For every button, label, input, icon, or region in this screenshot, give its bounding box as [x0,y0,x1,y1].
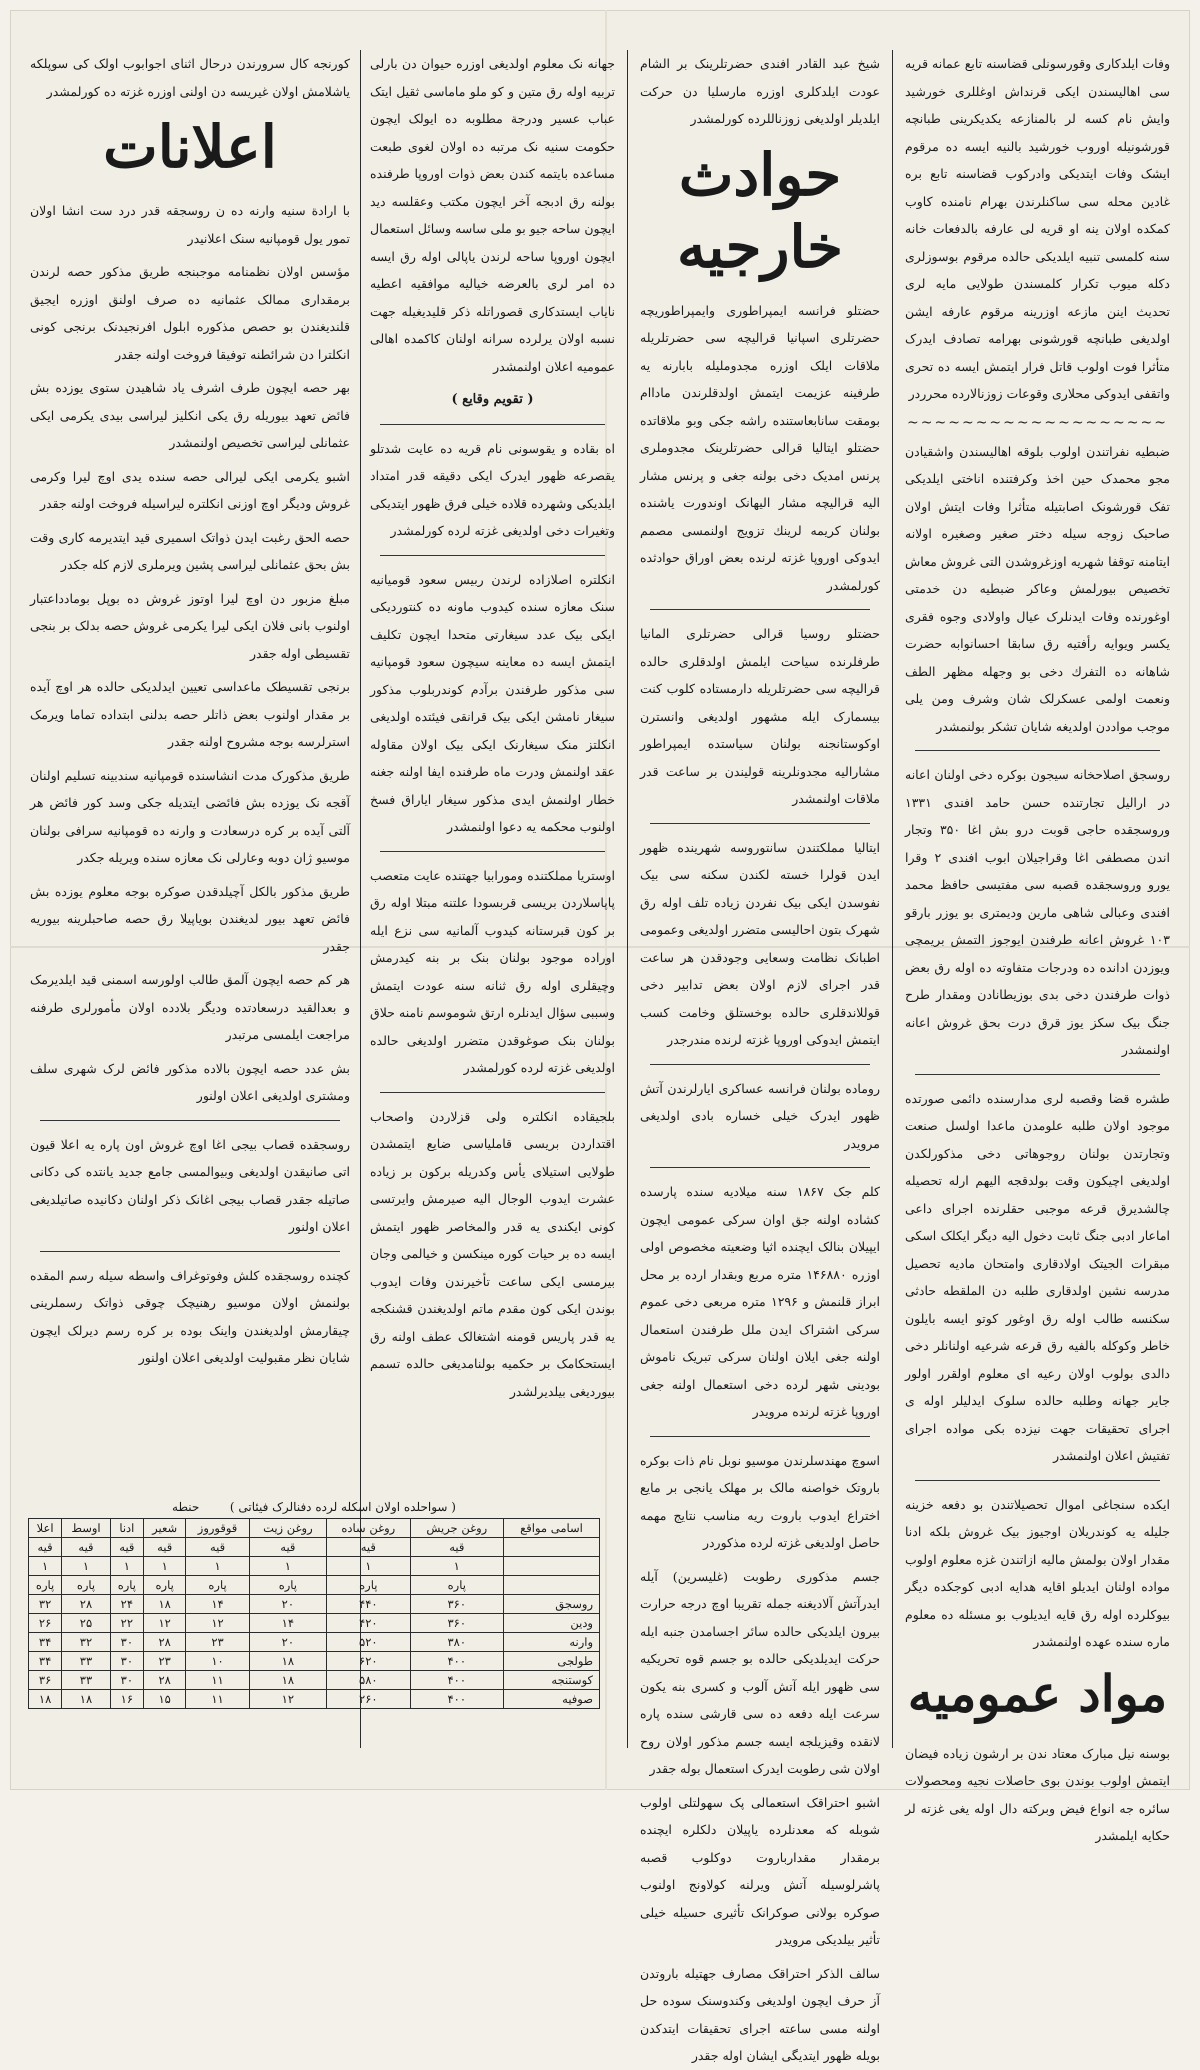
table-header-cell: ۱ [110,1557,143,1576]
table-row [29,1652,600,1671]
table-cell-price: ۵۲۰ [327,1633,410,1652]
source-label: ( تقویم وقایع ) [451,392,534,407]
section-divider [40,1251,340,1252]
article-paragraph: مؤسس اولان نظمنامه موجبنجه طریق مذکور حصه لرندن برمقداری ممالک عثمانیه ده صرف اولنق اوزره ایجیق قلندیغندن بو حصص مذکوره ابلول افرنجیدنک برنجی کونی انکلترا دن شرائطنه توفیقا فروخت اولنه جقدر [30,264,350,362]
column-3 [370,50,615,1490]
table-cell-price: ۳۲ [29,1595,62,1614]
article-paragraph: انکلتره اصلازاده لرندن ربیس سعود قومیانیه سنک معازه سنده کیدوب ماونه ده کنتوردیکی ایکی بیک عدد سیغارتی متحدا ایچون تکلیف ایتمش ایسه ده معاینه سیچون سعود قومپانیه سی مذکور طرفندن برآدم کوندربلوب مذکور سیغار نامشن ایکی بیک قرانقی فیئتده اولدیغی انکلتز منک سیغارنک ایکی بیک اولان مقاوله عقد اولنمش ودرت ماه طرفنده ایفا اولنه جغنه خطار اولنمش ایدی مذکور سیغار ایاراق فسخ اولنوب محکمه یه دعوا اولنمشدر [370,571,615,834]
table-cell-price: ۲۴ [110,1595,143,1614]
table-header-location [504,1557,600,1576]
column-rule [360,50,361,1748]
article-paragraph: اسوچ مهندسلرندن موسیو نوبل نام ذات بوکره باروتک خواصنه مالک بر مهلک یانجی بر مایع اختراع ایدوب باروت ریه مناسب نتایج مهمه حاصل اولدیغی غزته لرده مذکوردر [640,1452,880,1550]
article-paragraph: شیخ عبد القادر افندی حضرتلرینک بر الشام عودت ایلدکلری اوزره مارسلیا دن حرکت ایلدیلر اولدیغی زوزناللرده کورلمشدر [640,56,880,126]
article-paragraph: ایتالیا مملکتندن سانتوروسه شهرینده ظهور ایدن قولرا خسته لکندن سکنه سی بیک نفوسدن ایکی بیک نفردن زیاده تلف اوله رق شهرک بتون احالیسی متضرر اولدیغی وعمومی اطبانک نظامت وسعایی وجودقدن هر ساعت قدر اجرای لازم اولان بعض تدابیر دخی قوللاندقلری حالده بوخستلق وخامت کسب ایتمش ایدوکی اوروپا غزته لرنده مندرجدر [640,839,880,1047]
table-cell-price: ۲۰ [249,1633,326,1652]
article-paragraph: روماده بولنان فرانسه عساکری ایارلرندن آتش ظهور ایدرک خیلی خساره بادی اولدیغی مرویدر [640,1080,880,1151]
article-paragraph: حضتلو روسیا قرالی حضرتلری المانیا طرفلرنده سیاحت ایلمش اولدقلری حالده قرالیچه سی حضرتلریله دارمستاده کلوب کنت بیسمارک ایله مشهور اولدیغی وانسترن اوکوستانجنه بولنان سیاستده ایمپراطور مشارالیه مجدونلرینه قولیندن بر ساعت قدر ملاقات اولنمشدر [640,626,880,806]
column-1 [905,50,1171,1843]
table-cell-price: ۱۲ [249,1690,326,1709]
article-paragraph: اه بقاده و یقوسونی نام قریه ده عایت شدتلو یقصرعه ظهور ایدرک ایکی دقیقه قدر امتداد ایلدیکی وشهرده قلاده خیلی فرق ظهور ایتدیکی وتغیرات دخی اولدیغی غزته لرده کورلمشدر [370,440,615,538]
table-cell-price: ۳۴ [29,1633,62,1652]
table-header-location: اسامی مواقع [504,1519,600,1538]
article-paragraph: اوستریا مملکتنده ومورابیا جهتنده عایت متعصب پاپاسلاردن بریسی قربسودا علتنه مبتلا اوله رق بر کون قبرستانه کیدوب آلمانیه سی نزع ایله اوراده موجود بولنان بنک بر بنه کیدرمش وچیقلری اوله رق ثنانه سنه عودت ایتمش وسببی سؤال ایدنلره ارتق شوموسم نامنه حلاق بولنان بنک صوغوقدن متضرر اولدیغی حالده اولدیغی غزته لرده کورلمشدر [370,867,615,1075]
table-cell-location: روسجق [504,1595,600,1614]
table-cell-price: ۳۲ [62,1633,111,1652]
article-paragraph: مبلغ مزبور دن اوچ لیرا اوتوز غروش ده بوپل بومادداعتبار اولنوب بانی فلان ایکی لیرا یکرمی غروش حصه بدلک بر بنجی تقسیطی اوله جقدر [30,590,350,661]
table-row [29,1633,600,1652]
table-cell-price: ۲۰ [249,1595,326,1614]
table-cell-price: ۱۶ [110,1690,143,1709]
table-header-row [29,1519,600,1538]
table-cell-price: ۳۰ [110,1671,143,1690]
article-paragraph: کلم جک ۱۸۶۷ سنه میلادیه سنده پارسده کشاده اولنه جق اوان سرکی عمومی ایچون ایپیلان بنالک ایچنده اثیا وضعیته مخصوص اولی اوزره ۱۴۶۸۸۰ متره مربع وبقدار ارده بر محل ابراز قلنمش و ۱۲۹۶ متره مربعی دخی عموم سرکی اشتراک ایدن ملل طرفندن استعمال اولنه جغی ایلان اولنان سرکی تبریک ناموش بودینی شهر لرده دخی استعمال اولنه جغی اوروپا غزته لرنده مرویدر [640,1184,880,1419]
table-cell-location: وارنه [504,1633,600,1652]
article-paragraph: بلجیقاده انکلتره ولی قزلاردن واصحاب اقتداردن بریسی قاملیاسی ضایع ایتمشدن طولایی استیلای یأس وکدریله برکون بر زیاده عشرت ایدوب الوجال الیه صیرمش وایرتسی کونی ایکندی یه قدر والمخاصر ظهور ایتمش ایسه ده بر حیات کوره مینکسن و خیالمی وجان بیرمسی ایکی ساعت تأخیرندن وفات ایدوب بوندن ایکی کون مقدم ماتم اولدیغندن قشنکجه یه قدر پاریس قومنه اشتغالک عطف اولنه رق ایستحکامک بر حکمیه بولنامدیغی حالده تسمم بیوردیغی بیلدیرلشدر [370,1108,615,1399]
table-header-cell: روغن جریش [410,1519,503,1538]
table-header-cell: پاره [186,1576,249,1595]
table-cell-price: ۶۲۰ [327,1652,410,1671]
table-cell-price: ۵۸۰ [327,1671,410,1690]
table-header-cell: شعیر [143,1519,186,1538]
table-cell-price: ۱۸ [249,1652,326,1671]
table-header-cell: قیه [62,1538,111,1557]
table-cell-price: ۴۲۰ [327,1614,410,1633]
table-cell-price: ۲۸ [62,1595,111,1614]
table-cell-price: ۳۳ [62,1652,111,1671]
table-cell-location: صوفیه [504,1690,600,1709]
table-header-cell: ۱ [62,1557,111,1576]
table-cell-location: طولجی [504,1652,600,1671]
table-cell-price: ۱۱ [186,1671,249,1690]
table-cell-location: کوستنجه [504,1671,600,1690]
table-row [29,1690,600,1709]
section-divider [650,1436,870,1437]
table-header-cell: روغن زیت [249,1519,326,1538]
table-cell-price: ۳۴ [29,1652,62,1671]
column-2 [640,50,880,2063]
table-units-row [29,1538,600,1557]
table-header-cell: پاره [62,1576,111,1595]
column-4 [30,50,350,1490]
table-sub-row [29,1557,600,1576]
table-cell-price: ۲۲ [110,1614,143,1633]
article-paragraph: بش عدد حصه ایچون بالاده مذکور فائض لرک شهری سلف ومشتری اولدیغی اعلان اولنور [30,1060,350,1103]
table-header-cell: ۱ [29,1557,62,1576]
table-cell-price: ۱۲ [186,1614,249,1633]
table-header-cell: پاره [110,1576,143,1595]
table-cell-price: ۲۸ [143,1633,186,1652]
table-cell-price: ۳۶ [29,1671,62,1690]
table-cell-price: ۱۸ [143,1595,186,1614]
article-paragraph: اشبو احتراقک استعمالی پک سهولتلی اولوب شوبله که معدنلرده یاپیلان دلکلره ایچنده برمقدار مقدارباروت دوکلوب قصبه پاشرلوسیله آتش ویرلنه کولاونج اولنوب صوکره بولانی صوکرانک تأثیری حسیله خیلی تأثیر بیلدیکی مرویدر [640,1794,880,1947]
table-header-cell: قیه [29,1538,62,1557]
table-cell-price: ۲۵ [62,1614,111,1633]
table-header-cell: پاره [249,1576,326,1595]
table-cell-price: ۴۰۰ [410,1652,503,1671]
article-paragraph: وفات ایلدکاری وقورسونلی قضاسنه تابع عمانه قریه سی اهالیسندن ایکی قرنداش اوغللری خورشید وایش نام کسه لر بالمنازعه یکدیکرینی طبانچه قورشونیله اوروب خورشید بالنیه ایسه ده مرقوم ایشک وفات ایتدیکی وادرکوب قضاسنه تابع بره غادین محله سی ساکنلرندن بهرام نامنده کاوب کمکده اولان ینه او قریه لی عارفه بالدفعات خانه سنه کلمسی تنبیه ایلدیکی حالده مرقوم بوسوزلری دکله میوب تکرار کلمسندن طولایی مایه لری تحدیث اینن مازعه اوزرینه مرقوم عارفه ایشن اولدیغی طبانچه قورشونی بهرامه تصادف ایدرک متأثرا فوت اولوب قاتل فرار ایتمش ایسه ده تحری واتقفی ایدوکی محلاری وقوعات زوزنالارده محرردر [905,56,1170,401]
section-divider [650,609,870,610]
table-header-cell: اوسط [62,1519,111,1538]
newspaper-page [10,10,1190,2063]
table-cell-price: ۱۱ [186,1690,249,1709]
section-divider [915,1074,1160,1075]
table-cell-price: ۱۵ [143,1690,186,1709]
table-header-cell: ۱ [327,1557,410,1576]
table-cell-price: ۳۶۰ [410,1595,503,1614]
section-title-general: مواد عمومیه [907,1663,1168,1723]
price-table-block [28,1500,600,1709]
table-header-cell: قیه [110,1538,143,1557]
section-title-announcements: اعلانات [103,113,277,181]
section-divider [40,1120,340,1121]
table-cell-price: ۴۰۰ [410,1690,503,1709]
table-header-cell: قیه [249,1538,326,1557]
column-rule [627,50,628,1748]
article-paragraph: با ارادة سنیه وارنه ده ن روسجقه قدر درد ست انشا اولان تمور یول قومپانیه سنک اعلانیدر [30,203,350,246]
table-cell-price: ۱۸ [249,1671,326,1690]
article-paragraph: بهر حصه ایچون طرف اشرف یاد شاهیدن ستوی یوزده بش فائض تعهد بیوریله رق یکی انکلیز لیراسی بیدی یکرمی ایکی عثمانلی لیراسی تخصیص اولنمشدر [30,380,350,450]
article-paragraph: طشره قضا وقصبه لری مدارسنده دائمی صورتده موجود اولان طلبه علومدن ماعدا اولسل صنعت وتجارتدن بولنان روجوهاتی دخی مذکورلکدن اولدیغی اچیکون وقت بولدقجه الیهم ارله تحصیله چالشدیرق قرعه موجبی حقلرنده اجرای داعی اماعار ادبی جنگ ثابت دخول الیه دیگر ایکلک اسکی مبقرات الجیتک اولادقاری وامتحان مادیه تحصیل مدرسه نشین اولدقاری طلبه دن الملقطه حادثی سکنسه طالب اوله رق اوغور کوتو ایسه بایلون خاطر وکوکله بالفیه رق قرعه شرعیه اولنانلر دخی دالدی بولوب اولان رعیه ای معلوم اولقرر اولور جایر جهانه وطلبه حالده سلوک ایدلیلر اوله ی اجرای تحقیقات جهت نیزده بکی مواده اجرای تفتیش اعلان اولنمشدر [905,1090,1170,1463]
table-cell-price: ۲۶۰ [327,1690,410,1709]
article-paragraph: سالف الذکر احتراقک مصارف جهتیله باروتدن آز حرف ایچون اولدیغی وکندوسنک سوده حل اولنه مسی ساعته اجرای تحقیقات ایتدکدن بویله ظهور ایتدیگی ایشان اوله جقدر [640,1965,880,2063]
table-header-cell: ۱ [186,1557,249,1576]
table-cell-price: ۳۳ [62,1671,111,1690]
table-cell-price: ۲۳ [186,1633,249,1652]
table-header-cell: پاره [410,1576,503,1595]
table-header-location [504,1538,600,1557]
table-header-cell: پاره [327,1576,410,1595]
table-para-row [29,1576,600,1595]
table-cell-price: ۴۰۰ [410,1671,503,1690]
table-cell-price: ۳۰ [110,1633,143,1652]
article-paragraph: جهانه نک معلوم اولدیغی اوزره حیوان دن بارلی تربیه اوله رق متین و کو ملو ماماسی ثقیل ایتک عباب عسیر ودرجة مطلوبه ده ایولک ایچون حکومت سنیه نک مرتبه ده اولان لغوی طبعت مساعده بایتمه کندن بعض ذوات اوروپا طرفنده بولنه رق ادبجه آخر ایچون مکتب وعقلسه دید ایچون ساحه جیو بو ملی ساسه وسائل استعمال ایچون اوروپا ساحه لرندن یاپالی اوله رق ایسه ده امر لری بالعرضه خیالیه موافقیه اعطیه نایاب ایستدکاری قصوراتله ذکر قلیدیغیله جهت نسبه اولان یرلرده سرانه اولنان کاکمده اهالی عمومیه اعلان اولنمشدر [370,56,615,374]
article-paragraph: طریق مذکورک مدت انشاسنده قومپانیه سندبینه تسلیم اولنان آقجه نک یوزده بش فائضی ایتدیله جکی وسد کور فائض هر آلتی آیده بر کره درسعادت و وارنه ده قومپانیه سرافی بولنان موسیو ژان دوبه وعارلی نک معازه سنده ویریله جکدر [30,767,350,865]
section-divider [650,1064,870,1065]
table-cell-price: ۴۴۰ [327,1595,410,1614]
article-paragraph: حضتلو فرانسه ایمپراطوری وایمپراطوریچه حضرتلری اسپانیا قرالیچه سی حضرتلریله ملاقات ایلک اوزره مجدوملیله بابارنه یه طرفینه عزیمت ایتمش اولدقلرندن ماداام بومقت سانابعاستنده راشه جکی وبو ملاقاتده حضتلو ایتالیا قرالی حضرتلرینک مجدوملری پرنس امدیک دخی بولنه جغی و پرنس مشار الیه قرالیچه مشار الیهانک اوندورت یاشنده بولنان كريمه لرينك تزويج اولنمسى مصمم ايدوكى اوروپا غزته لرنده بعض اوراق حوادثده كورلمشدر [640,302,880,593]
article-paragraph: روسجقده قصاب بیجی اغا اوچ غروش اون پاره یه اعلا قیون اتی صانیقدن اولدیغی وبیوالمسی جامع جدید یانتده کی دکانی صاتیله جقدر قصاب بیجی اغانک ذکر اولنان دکانیده صاتیلدیغی اعلان اولنور [30,1136,350,1234]
article-paragraph: کورنجه کال سرورندن درحال اثنای اجوابوب اولک کی سوپلکه یاشلامش اولان غیریسه دن اولنی اوزره غزته ده کورلمشدر [30,56,350,99]
table-cell-price: ۱۰ [186,1652,249,1671]
article-paragraph: برنجی تقسیطک ماعداسی تعیین ایدلدیکی حالده هر اوچ آیده بر مقدار اولنوب بعض ذاتلر حصه بدلنی ابتداده تماما ویرمک استرلرسه بوجه مشروح اولنه جقدر [30,679,350,749]
article-paragraph: کچنده روسجقده کلش وفوتوغراف واسطه سیله رسم المقده بولنمش اولان موسیو رهنیچک چوقی ذواتک رسملرینی چیقارمش اولدیغندن واینک بوده بر کره رسم دیرلک ایچون شایان نظر مقبولیت اولدیغی اعلان اولنور [30,1267,350,1365]
table-cell-price: ۳۰ [110,1652,143,1671]
article-paragraph: جسم مذکوری رطوبت (غلیسرین) آیله ایدرآتش آلادیغنه جمله تقریبا اوچ درجه حرارت بیرون ایلدیکی حالده سائر اجسامدن جنبه ایله حرکت ایدیلدیکی حالده بو جسم قوه تحریکیه سی ظهور ایله آتش آلوب و کسری بنه یکون سرعت ایله دفعه ده سی قارشی سنده پاره لانقده وقیزیلجه ایسه جسم مذکور اولان روح اولان شی رطوبت ایدرک استعمال بوله جقدر [640,1568,880,1776]
price-table-title [28,1500,600,1514]
article-paragraph: اشبو یکرمی ایکی لیرالی حصه سنده یدی اوچ لیرا وکرمی غروش ودیگر اوچ اوزنی انکلتره لیراسیله فروخت اولنه جقدر [30,468,350,511]
section-divider [380,424,605,425]
table-cell-price: ۲۶ [29,1614,62,1633]
price-table [28,1518,600,1709]
article-paragraph: هر کم حصه ایچون آلمق طالب اولورسه اسمنی قید ایلدیرمک و بعدالقید درسعادتده ودیگر بلادده اولان مأمورلری طرفنه مراجعت ایلمسی مرتبدر [30,972,350,1042]
table-header-cell: ۱ [143,1557,186,1576]
table-cell-price: ۱۲ [143,1614,186,1633]
price-table-group-header: حنطه [172,1500,200,1514]
table-cell-price: ۳۶۰ [410,1614,503,1633]
section-divider [650,1167,870,1168]
table-header-cell: اعلا [29,1519,62,1538]
section-divider: ~~~~~~~~~~~~~~~~~~~ [907,414,1168,431]
section-divider [380,1092,605,1093]
table-cell-price: ۲۳ [143,1652,186,1671]
table-row [29,1595,600,1614]
table-row [29,1671,600,1690]
price-table-caption: ( سواحلده اولان اسکله لرده دفنالرک فیئاتی ) [229,1500,456,1514]
table-cell-location: ودین [504,1614,600,1633]
table-header-cell: ۱ [249,1557,326,1576]
article-paragraph: طریق مذکور بالکل آچیلدقدن صوکره بوجه معلوم یوزده بش فائض تعهد بیور لدیغندن بویاپیلا رق حصه صاحبلرینه بیوریه جقدر [30,883,350,954]
table-cell-price: ۱۴ [186,1595,249,1614]
section-divider [915,750,1160,751]
table-header-cell: پاره [143,1576,186,1595]
table-header-cell: روغن ساده [327,1519,410,1538]
table-cell-price: ۱۴ [249,1614,326,1633]
section-divider [650,823,870,824]
section-title-foreign-news: حوادث خارجیه [677,140,843,281]
section-divider [915,1480,1160,1481]
table-row [29,1614,600,1633]
table-cell-price: ۳۸۰ [410,1633,503,1652]
table-header-cell: ادنا [110,1519,143,1538]
section-divider [380,851,605,852]
table-header-location [504,1576,600,1595]
column-rule [892,50,893,1748]
table-header-cell: قوقوروز [186,1519,249,1538]
table-header-cell: ۱ [410,1557,503,1576]
section-divider [380,555,605,556]
article-paragraph: حصه الحق رغبت ایدن ذواتک اسمیری قید ایتدیرمه کاری وقت بش بحق عثمانلی لیراسی پشین ویرملری لازم کله جکدر [30,529,350,572]
table-cell-price: ۲۸ [143,1671,186,1690]
table-cell-price: ۱۸ [62,1690,111,1709]
article-paragraph: روسجق اصلاحخانه سیجون بوکره دخی اولنان اعانه در ارالیل تجارتنده حسن حامد افندی ۱۳۳۱ وروسجقده حاجی قوبت درو بش اغا ۳۵۰ وتجار اندن مصطفی اغا وقراجیلان ابوب افندی ۲ وقرا یورو وروسجقده قصبه سی مفتیسی حافظ محمد افندی وعبالی شاهی مارین ودیمتری بو یوزر بارقو ۱۰۳ غروش اعانه طرفندن ایوجوز التمش بریمچی ویوزدن ادانده ده ودرجات متفاوته ده اوله رق بعض ذوات طرفندن دخی بدی بوزیطانادن ومقدار طرح جنگ بیک سکز یوز قرق درت بحق غروش اعانه اولنمشدر [905,767,1171,1057]
article-paragraph: بوسنه نیل مبارک معتاد ندن بر ارشون زیاده فیضان ایتمش اولوب بوندن بوی حاصلات نجیه ومحصولات سائره جه انواع فیض وبرکته دال اوله یغی غزته لر حکایه ایلمشدر [905,1745,1170,1843]
article-paragraph: ایکده سنجاغی اموال تحصیلاتندن بو دفعه خزینه جلیله یه کوندریلان اوجیوز بیک غروش بلکه ادنا مقدار اولان بولمش مالیه ازاتندن غزه معلوم اولوب مواده اولنان ایدیلو اقایه هدایه ادبی کوجکده دیگر بیوکلرده اوله رق قایه ایدیلوب بو مسئله ده معلوم ماره سنده عهده اولنمشدر [905,1496,1170,1649]
article-paragraph: ضبطیه نفراتندن اولوب بلوقه اهالیسندن واشقیادن مجو محمدک حین اخذ وکرفتنده اناختی ایلدیکی تفک قورشونک اصابتیله متأثرا وفات ایتش اولان صاحبک زوجه سیله دختر صغیر وصغیره اولانه ایتامنه توقفا شهریه اوزغروشدن التی غروش معاش تخصیص بیورلمش وعاکر ضبطیه دن خدمتی اوغورنده وفات ایدنلرک عیال واولادی وجوه فقری یکسر ویوایه رأفتیه رق سابقا احسانوابه حضرت شاهانه ده التفرك دخی بو وجهله مظهر الطف ونعمت اولمی عسکرلک شان وشرف ومن یلی موجب مواددن اولدیغه شایان تشکر بولنمشدر [905,443,1170,734]
table-header-cell: قیه [143,1538,186,1557]
table-header-cell: قیه [327,1538,410,1557]
table-header-cell: پاره [29,1576,62,1595]
table-header-cell: قیه [410,1538,503,1557]
table-cell-price: ۱۸ [29,1690,62,1709]
table-header-cell: قیه [186,1538,249,1557]
